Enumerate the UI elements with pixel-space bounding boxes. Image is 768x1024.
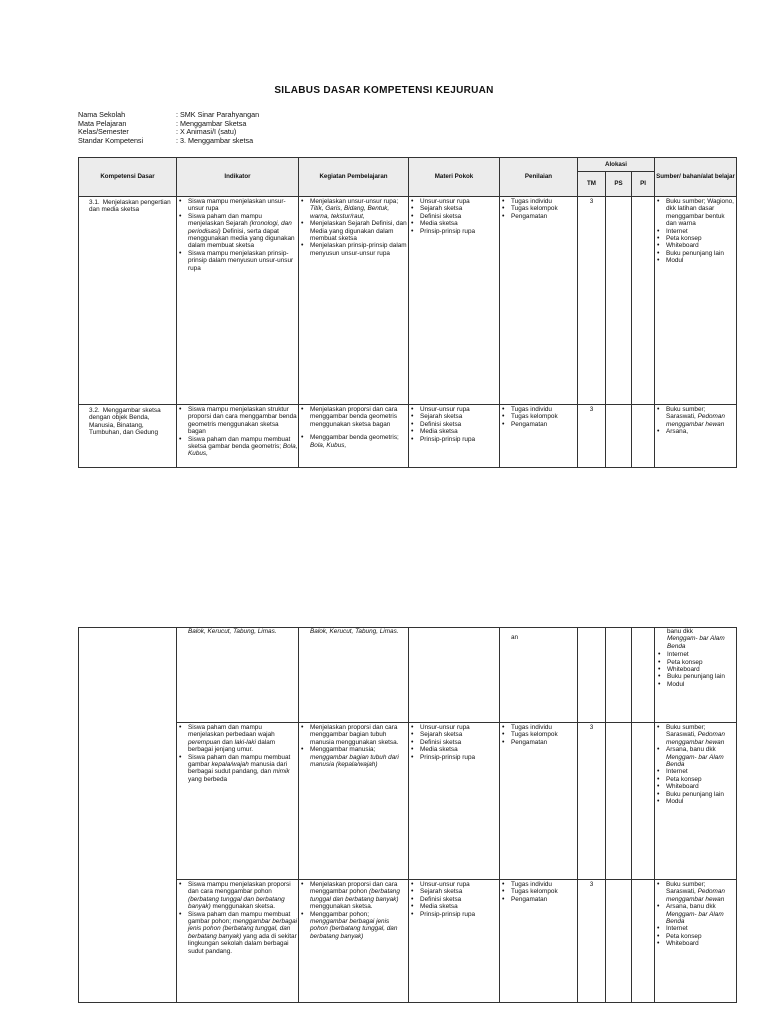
- header-indikator: Indikator: [177, 158, 299, 197]
- sumber-list: [655, 198, 736, 265]
- list-item: [310, 746, 408, 768]
- item-italic: Bola, Kubus,: [310, 441, 347, 449]
- item-text: Siswa paham dan mampu membuat gambar: [188, 753, 291, 769]
- indikator-list: [177, 724, 298, 783]
- info-row: [78, 137, 259, 146]
- list-item: • Definisi sketsa: [420, 739, 499, 746]
- item-text: Arsana, banu dkk: [666, 746, 716, 754]
- item-text: banu dkk: [667, 628, 693, 635]
- info-label: Mata Pelajaran: [78, 118, 127, 128]
- item-text: Menggambar benda geometris;: [310, 434, 399, 442]
- list-item: • Pengamatan: [511, 421, 577, 428]
- pi-cell: [632, 723, 655, 880]
- list-item: • Modul: [667, 681, 736, 688]
- header-materi-pokok: Materi Pokok: [409, 158, 500, 197]
- item-italic: Pedoman menggambar hewan: [666, 731, 725, 746]
- item-text: dalam berbagai jenjang umur.: [188, 738, 276, 754]
- item-text: Siswa paham dan mampu menjelaskan Sejarah: [188, 212, 262, 228]
- list-item: • Buku sumber; Wagiono, dkk latihan dasar menggambar bentuk dan warna: [666, 198, 736, 228]
- list-item: • Peta konsep: [666, 235, 736, 242]
- item-italic: Menggam- bar Alam Benda: [667, 635, 725, 650]
- item-text: menggunakan sketsa.: [310, 903, 373, 911]
- info-value: : 3. Menggambar sketsa: [176, 135, 254, 145]
- list-item: • Tugas individu: [511, 881, 577, 888]
- sumber-list: [667, 651, 736, 688]
- table-row: [79, 723, 737, 880]
- table-row: [79, 628, 737, 723]
- list-item: [666, 746, 736, 768]
- list-item: • Definisi sketsa: [420, 421, 499, 428]
- list-item: [666, 903, 736, 925]
- item-italic: perempuan: [188, 738, 221, 746]
- list-item: • Prinsip-prinsip rupa: [420, 754, 499, 761]
- list-item: [310, 881, 408, 911]
- materi-list: [409, 881, 499, 918]
- penilaian-list: [500, 724, 577, 746]
- document-title: SILABUS DASAR KOMPETENSI KEJURUAN: [274, 85, 494, 96]
- item-italic: Titik, Garis, Bidang, Bentuk, warna, tekstur/raut,: [310, 205, 390, 220]
- header-tm: TM: [578, 172, 606, 197]
- item-italic: Menggam- bar Alam Benda: [666, 910, 724, 926]
- list-item: • Internet: [666, 768, 736, 775]
- list-item: • Pengamatan: [511, 213, 577, 220]
- list-item: • Siswa mampu menjelaskan prinsip-prinsip dalam menyusun unsur-unsur rupa: [188, 250, 298, 272]
- header-ps: PS: [606, 172, 632, 197]
- list-item: • Tugas kelompok: [511, 888, 577, 895]
- item-text: Menggambar manusia;: [310, 746, 376, 754]
- list-item: • Whiteboard: [666, 242, 736, 249]
- item-text: Menjelaskan unsur-unsur rupa;: [310, 198, 399, 205]
- table-row: [79, 880, 737, 1003]
- list-item: [310, 911, 408, 941]
- sumber-list: [655, 406, 736, 436]
- list-item: [188, 724, 298, 754]
- item-italic: Menggam- bar Alam Benda: [666, 753, 724, 769]
- list-item: • Peta konsep: [666, 933, 736, 940]
- item-italic: mimik: [272, 768, 290, 776]
- header-kegiatan: Kegiatan Pembelajaran: [299, 158, 409, 197]
- penilaian-list: [500, 198, 577, 220]
- list-item: • Unsur-unsur rupa: [420, 406, 499, 413]
- header-kompetensi-dasar: Kompetensi Dasar: [79, 158, 177, 197]
- penilaian-continued: an: [511, 634, 519, 641]
- penilaian-list: [500, 406, 577, 428]
- list-item: • Sejarah sketsa: [420, 731, 499, 738]
- item-text: Siswa mampu menjelaskan proporsi dan cara menggambar pohon: [188, 881, 291, 896]
- ps-cell: [606, 880, 632, 1003]
- materi-list: [409, 198, 499, 235]
- item-italic: (berbatang tunggal dan berbatang banyak): [188, 895, 285, 911]
- list-item: • Siswa mampu menjelaskan unsur-unsur rupa: [188, 198, 298, 213]
- tm-cell: [578, 628, 606, 723]
- list-item: • Media sketsa: [420, 220, 499, 227]
- info-label: Standar Kompetensi: [78, 135, 144, 145]
- list-item: • Definisi sketsa: [420, 213, 499, 220]
- item-italic: Pedoman menggambar hewan: [666, 413, 725, 428]
- list-item: • Menjelaskan proporsi dan cara menggambar bagian tubuh manusia menggunakan sketsa.: [310, 724, 408, 746]
- pi-cell: [632, 880, 655, 1003]
- list-item: • Modul: [666, 257, 736, 264]
- list-item: • Internet: [666, 925, 736, 932]
- item-text: Menjelaskan proporsi dan cara menggambar pohon: [310, 881, 398, 896]
- item-italic: menggambar bagian tubuh dari manusia (kepala/wajah): [310, 753, 399, 769]
- ps-cell: [606, 628, 632, 723]
- item-text: dan: [222, 738, 233, 746]
- school-info: [78, 111, 259, 145]
- list-item: [310, 434, 408, 449]
- list-item: [666, 406, 736, 428]
- item-text: Siswa paham dan mampu menjelaskan perbedaan wajah: [188, 724, 275, 739]
- materi-cell: [409, 628, 500, 723]
- sumber-list: [655, 724, 736, 805]
- item-italic: Pedoman menggambar hewan: [666, 888, 725, 903]
- tm-value: 3: [589, 881, 594, 888]
- item-italic: laki-laki: [234, 738, 256, 746]
- list-item: • Media sketsa: [420, 428, 499, 435]
- materi-list: [409, 406, 499, 443]
- item-text: yang berbeda: [188, 775, 228, 783]
- list-item: • Siswa mampu menjelaskan struktur proporsi dan cara menggambar benda geometris menggunakan sketsa bagan: [188, 406, 298, 436]
- ps-cell: [606, 405, 632, 468]
- list-item: • Prinsip-prinsip rupa: [420, 911, 499, 918]
- list-item: • Menjelaskan Sejarah Definisi, dan Media yang digunakan dalam membuat sketsa: [310, 220, 408, 242]
- table-row: [79, 197, 737, 405]
- info-label: Nama Sekolah: [78, 110, 126, 119]
- list-item: [188, 881, 298, 911]
- list-item: • Whiteboard: [666, 940, 736, 947]
- kegiatan-list: [299, 406, 408, 449]
- kd-number: 3.1.: [89, 199, 100, 206]
- list-item: • Buku penunjang lain: [667, 673, 736, 680]
- kd-cell: [79, 405, 176, 437]
- list-item: • Prinsip-prinsip rupa: [420, 436, 499, 443]
- list-item: • Tugas kelompok: [511, 205, 577, 212]
- info-value: : SMK Sinar Parahyangan: [176, 110, 260, 119]
- kd-text: Menggambar sketsa dengan objek Benda, Manusia, Binatang, Tumbuhan, dan Gedung: [89, 407, 161, 437]
- list-item: [666, 881, 736, 903]
- list-item: • Menjelaskan proporsi dan cara menggambar benda geometris menggunakan sketsa bagan: [310, 406, 408, 428]
- list-item: • Tugas individu: [511, 724, 577, 731]
- header-alokasi: Alokasi: [578, 158, 655, 172]
- item-italic: Balok, Kerucut, Tabung, Limas.: [310, 628, 399, 635]
- ps-cell: [606, 723, 632, 880]
- sumber-list: [655, 881, 736, 948]
- list-item: • Tugas individu: [511, 406, 577, 413]
- item-text: Menggambar pohon;: [310, 910, 369, 918]
- list-item: • Sejarah sketsa: [420, 888, 499, 895]
- list-item: • Prinsip-prinsip rupa: [420, 228, 499, 235]
- list-item: • Media sketsa: [420, 746, 499, 753]
- list-item: • Internet: [666, 228, 736, 235]
- header-penilaian: Penilaian: [500, 158, 578, 197]
- item-italic: kepala/wajah: [211, 761, 249, 769]
- item-text: Buku sumber; Saraswati,: [666, 881, 706, 896]
- list-item: • Pengamatan: [511, 739, 577, 746]
- list-item: • Definisi sketsa: [420, 896, 499, 903]
- pi-cell: [632, 628, 655, 723]
- list-item: • Internet: [667, 651, 736, 658]
- info-label: Kelas/Semester: [78, 127, 129, 137]
- list-item: • Whiteboard: [667, 666, 736, 673]
- kd-cell: [79, 197, 176, 214]
- penilaian-list: [500, 881, 577, 903]
- kegiatan-list: [299, 724, 408, 768]
- item-italic: Bola, Kubus,: [188, 443, 298, 458]
- list-item: • Tugas kelompok: [511, 731, 577, 738]
- list-item: • Tugas individu: [511, 198, 577, 205]
- item-italic: (kronologi, dan periodisasi): [188, 220, 292, 235]
- list-item: [310, 198, 408, 220]
- list-item: [188, 911, 298, 955]
- pi-cell: [632, 405, 655, 468]
- list-item: • Whiteboard: [666, 783, 736, 790]
- list-item: • Unsur-unsur rupa: [420, 724, 499, 731]
- indikator-list: [177, 198, 298, 272]
- item-text: Siswa paham dan mampu membuat gambar pohon;: [188, 910, 291, 926]
- item-text: Definisi, serta dapat menggunakan media yang digunakan dalam membuat sketsa: [188, 227, 295, 250]
- indikator-list: [177, 881, 298, 955]
- item-text: menggunakan sketsa.: [212, 903, 276, 911]
- list-item: • Peta konsep: [666, 776, 736, 783]
- list-item: • Sejarah sketsa: [420, 413, 499, 420]
- list-item: • Menjelaskan prinsip-prinsip dalam menyusun unsur-unsur rupa: [310, 242, 408, 257]
- item-text: Buku sumber; Saraswati,: [666, 724, 706, 739]
- list-item: • Pengamatan: [511, 896, 577, 903]
- list-item: • Modul: [666, 798, 736, 805]
- list-item: • Buku penunjang lain: [666, 250, 736, 257]
- materi-list: [409, 724, 499, 761]
- table-row: [79, 405, 737, 468]
- list-item: [666, 724, 736, 746]
- list-item: [188, 436, 298, 458]
- tm-value: 3: [589, 406, 594, 413]
- list-item: [188, 213, 298, 250]
- syllabus-table-part-2: [78, 627, 737, 1003]
- info-value: : X Animasi/I (satu): [176, 127, 237, 137]
- item-italic: (berbatang tunggal dan berbatang banyak): [310, 888, 400, 903]
- item-text: Buku sumber; Saraswati,: [666, 406, 706, 421]
- item-text: manusia dari berbagai sudut pandang, dan: [188, 761, 288, 776]
- list-item: • Arsana,: [666, 428, 736, 435]
- list-item: • Buku penunjang lain: [666, 791, 736, 798]
- info-value: : Menggambar Sketsa: [176, 118, 247, 128]
- syllabus-table-part-1: [78, 157, 737, 468]
- item-italic: Balok, Kerucut, Tabung, Limas.: [188, 628, 277, 635]
- tm-value: 3: [589, 724, 594, 731]
- ps-cell: [606, 197, 632, 405]
- list-item: [188, 754, 298, 784]
- list-item: • Unsur-unsur rupa: [420, 881, 499, 888]
- item-italic: menggambar berbagai jenis pohon (berbatang tunggal, dan berbatang banyak): [310, 918, 398, 940]
- tm-value: 3: [589, 198, 594, 205]
- list-item: • Peta konsep: [667, 659, 736, 666]
- kegiatan-list: [299, 881, 408, 940]
- kd-cell-continued: [79, 628, 177, 1003]
- list-item: • Tugas kelompok: [511, 413, 577, 420]
- kegiatan-list: [299, 198, 408, 257]
- pi-cell: [632, 197, 655, 405]
- list-item: • Media sketsa: [420, 903, 499, 910]
- list-item: • Unsur-unsur rupa: [420, 198, 499, 205]
- item-text: Arsana, banu dkk: [666, 903, 716, 911]
- header-pi: PI: [632, 172, 655, 197]
- indikator-list: [177, 406, 298, 458]
- kd-number: 3.2.: [89, 407, 100, 414]
- header-sumber: Sumber/ bahan/alat belajar: [655, 158, 737, 197]
- kd-text: Menjelaskan pengertian dan media sketsa: [89, 199, 171, 214]
- item-italic: menggambar berbagai jenis pohon (berbatang tunggal, dan berbatang banyak): [188, 918, 298, 940]
- item-text: Siswa paham dan mampu membuat sketsa gambar benda geometris;: [188, 435, 291, 451]
- item-text: yang ada di sekitar lingkungan sekolah dalam berbagai sudut pandang.: [188, 932, 297, 955]
- list-item: • Sejarah sketsa: [420, 205, 499, 212]
